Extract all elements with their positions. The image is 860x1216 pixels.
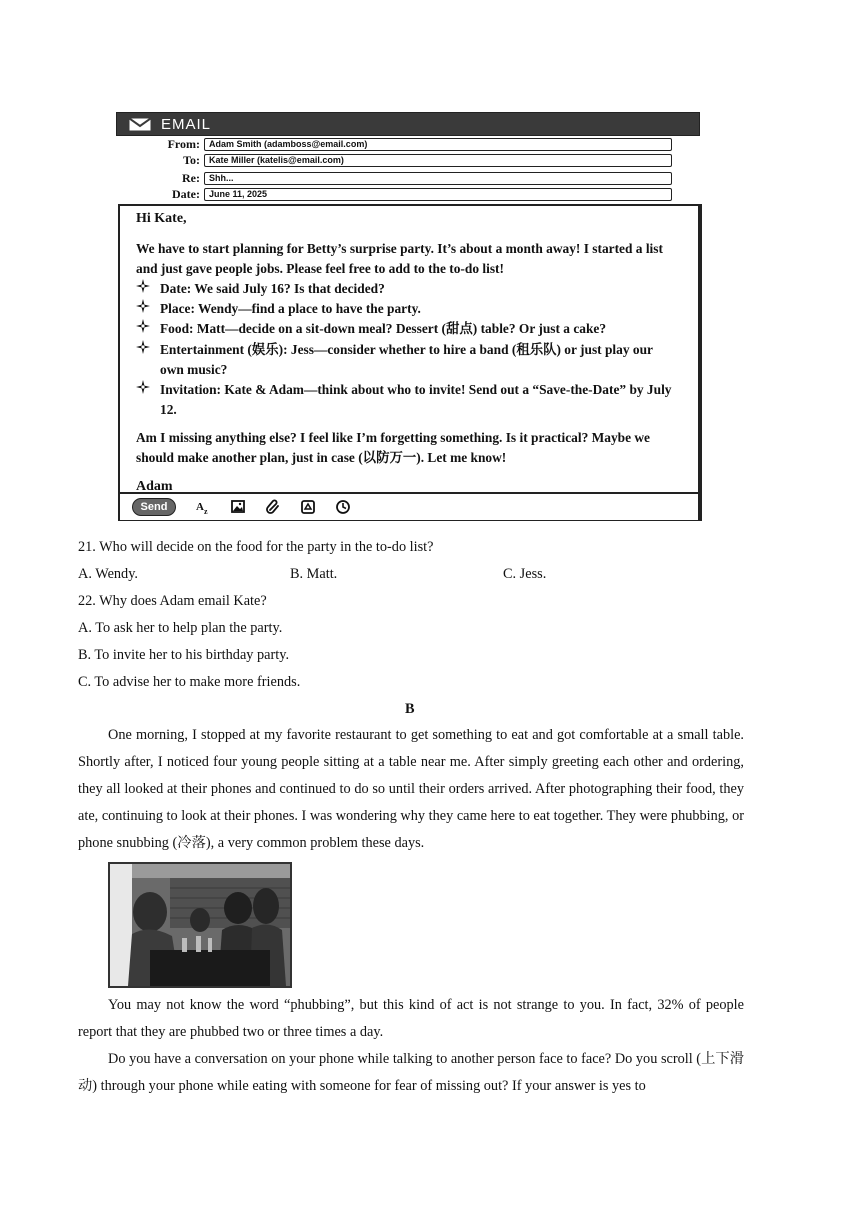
passage-paragraph-2: You may not know the word “phubbing”, but this kind of act is not strange to you. In fact, 32% of people report that they are phubbed two or three times a day. bbox=[78, 997, 744, 1040]
q22-option-a: A. To ask her to help plan the party. bbox=[78, 620, 283, 636]
email-signature: Adam bbox=[136, 479, 173, 494]
q22-option-b: B. To invite her to his birthday party. bbox=[78, 647, 290, 663]
email-greeting: Hi Kate, bbox=[136, 211, 187, 226]
email-closing: Am I missing anything else? I feel like I’m forgetting something. Is it practical? Maybe we should make another plan, just in case (以防万一). Let me know! bbox=[136, 430, 651, 465]
question-22: 22. Why does Adam email Kate? bbox=[78, 593, 267, 609]
attachment-icon[interactable] bbox=[265, 499, 281, 515]
restaurant-phone-photo bbox=[108, 862, 292, 988]
email-title-bar bbox=[116, 112, 700, 136]
bullet-star-icon bbox=[136, 319, 150, 333]
question-21: 21. Who will decide on the food for the party in the to-do list? bbox=[78, 539, 434, 555]
todo-text: Kate & Adam—think about who to invite! Send out a “Save-the-Date” by July 12. bbox=[160, 382, 672, 417]
todo-label: Place: bbox=[160, 301, 195, 316]
svg-text:z: z bbox=[204, 507, 208, 515]
clock-icon[interactable] bbox=[335, 499, 351, 515]
text-format-icon[interactable] bbox=[195, 499, 211, 515]
passage-paragraph-3: Do you have a conversation on your phone while talking to another person face to face? Do you scroll (上下滑动) through your phone while eating with someone for fear of missing out? If your answer is yes to bbox=[78, 1051, 744, 1094]
from-row bbox=[116, 137, 676, 151]
to-row bbox=[116, 153, 676, 167]
email-body[interactable] bbox=[118, 204, 702, 494]
q22-option-c: C. To advise her to make more friends. bbox=[78, 674, 301, 690]
bullet-star-icon bbox=[136, 380, 150, 394]
email-intro: We have to start planning for Betty’s surprise party. It’s about a month away! I started a list and just gave people jobs. Please feel free to add to the to-do list! bbox=[136, 241, 663, 276]
todo-text: Wendy—find a place to have the party. bbox=[194, 301, 421, 316]
to-field[interactable]: Kate Miller (katelis@email.com) bbox=[204, 154, 672, 167]
todo-label: Date: bbox=[160, 281, 192, 296]
todo-text: (娱乐): Jess—consider whether to hire a band (租乐队) or just play our own music? bbox=[160, 342, 653, 377]
re-label: Re: bbox=[182, 170, 200, 185]
email-figure bbox=[116, 112, 700, 524]
drive-icon[interactable] bbox=[300, 499, 316, 515]
todo-label: Invitation: bbox=[160, 382, 222, 397]
todo-label: Food: bbox=[160, 321, 194, 336]
section-heading: B bbox=[405, 701, 415, 717]
re-row bbox=[116, 171, 676, 185]
q21-option-b: B. Matt. bbox=[290, 566, 338, 582]
to-label: To: bbox=[183, 152, 200, 167]
from-label: From: bbox=[167, 136, 200, 151]
from-field[interactable]: Adam Smith (adamboss@email.com) bbox=[204, 138, 672, 151]
todo-text: Matt—decide on a sit-down meal? Dessert (甜点) table? Or just a cake? bbox=[193, 321, 607, 336]
envelope-icon bbox=[129, 118, 151, 131]
bullet-star-icon bbox=[136, 279, 150, 293]
date-row bbox=[116, 187, 676, 201]
send-button[interactable]: Send bbox=[132, 498, 176, 516]
passage-paragraph-1: One morning, I stopped at my favorite restaurant to get something to eat and got comfortable at a small table. Shortly after, I noticed four young people sitting at a table near me. After simply greeting each other and ordering, they all looked at their phones and continued to do so until their orders arrived. After photographing their food, they ate, continuing to look at their phones. I was wondering why they came here to eat together. They were phubbing, or phone snubbing (冷落), a very common problem these days. bbox=[78, 727, 744, 851]
date-field[interactable]: June 11, 2025 bbox=[204, 188, 672, 201]
q21-option-a: A. Wendy. bbox=[78, 566, 139, 582]
bullet-star-icon bbox=[136, 340, 150, 354]
image-icon[interactable] bbox=[230, 499, 246, 515]
svg-text:A: A bbox=[196, 501, 204, 513]
email-window-title: EMAIL bbox=[161, 115, 212, 133]
email-toolbar bbox=[118, 494, 702, 521]
subject-field[interactable]: Shh... bbox=[204, 172, 672, 185]
q21-option-c: C. Jess. bbox=[503, 566, 547, 582]
bullet-star-icon bbox=[136, 299, 150, 313]
todo-text: We said July 16? Is that decided? bbox=[191, 281, 385, 296]
todo-label: Entertainment bbox=[160, 342, 245, 357]
date-label: Date: bbox=[172, 186, 200, 201]
